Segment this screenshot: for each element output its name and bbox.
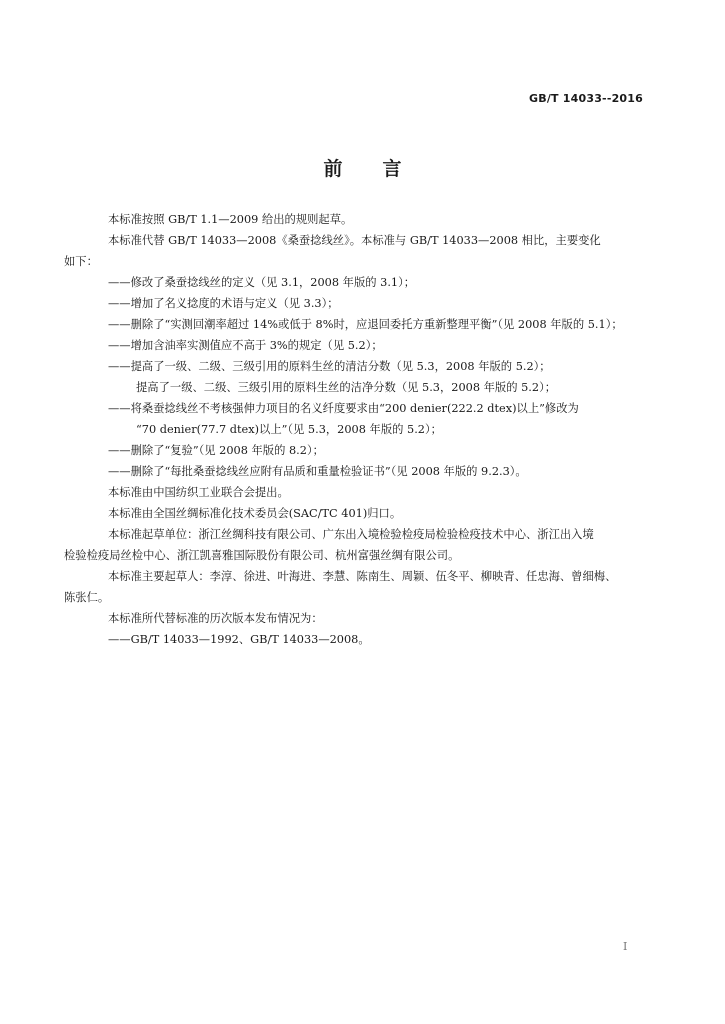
list-item: ——提高了一级、二级、三级引用的原料生丝的清洁分数（见 5.3，2008 年版的 5.2）； — [108, 360, 551, 373]
list-item: ——GB/T 14033—1992、GB/T 14033—2008。 — [108, 633, 370, 646]
paragraph: 本标准按照 GB/T 1.1—2009 给出的规则起草。 — [108, 213, 353, 226]
list-item: ——增加了名义捻度的术语与定义（见 3.3）； — [108, 297, 339, 310]
title-char-1: 前 — [323, 158, 343, 180]
list-item-continuation: “70 denier(77.7 dtex)以上”（见 5.3，2008 年版的 5.2）； — [136, 423, 442, 436]
list-item: ——修改了桑蚕捻线丝的定义（见 3.1，2008 年版的 3.1）； — [108, 276, 416, 289]
list-item: ——删除了“复验”（见 2008 年版的 8.2）； — [108, 444, 324, 457]
page-number: I — [623, 940, 628, 953]
paragraph: 本标准主要起草人：李淳、徐进、叶海进、李慧、陈南生、周颖、伍冬平、柳映青、任忠海、曾细梅、 — [108, 570, 617, 583]
list-item: ——增加含油率实测值应不高于 3%的规定（见 5.2）； — [108, 339, 383, 352]
standard-code: GB/T 14033--2016 — [529, 92, 643, 105]
paragraph: 检验检疫局丝检中心、浙江凯喜雅国际股份有限公司、杭州富强丝绸有限公司。 — [64, 549, 460, 562]
paragraph: 本标准起草单位：浙江丝绸科技有限公司、广东出入境检验检疫局检验检疫技术中心、浙江出入境 — [108, 528, 594, 541]
list-item: ——将桑蚕捻线丝不考核强伸力项目的名义纤度要求由“200 denier(222.2 dtex)以上”修改为 — [108, 402, 579, 415]
paragraph: 本标准由全国丝绸标准化技术委员会(SAC/TC 401)归口。 — [108, 507, 402, 520]
paragraph: 本标准由中国纺织工业联合会提出。 — [108, 486, 289, 499]
paragraph: 如下： — [64, 255, 98, 268]
title-char-2: 言 — [382, 158, 402, 180]
list-item: ——删除了“实测回潮率超过 14%或低于 8%时，应退回委托方重新整理平衡”（见 2008 年版的 5.1）； — [108, 318, 623, 331]
paragraph: 陈张仁。 — [64, 591, 110, 604]
list-item: 提高了一级、二级、三级引用的原料生丝的洁净分数（见 5.3，2008 年版的 5.2）； — [136, 381, 557, 394]
page-title — [0, 154, 725, 181]
paragraph: 本标准代替 GB/T 14033—2008《桑蚕捻线丝》。本标准与 GB/T 14033—2008 相比，主要变化 — [108, 234, 601, 247]
foreword-body — [64, 209, 646, 650]
paragraph: 本标准所代替标准的历次版本发布情况为： — [108, 612, 323, 625]
list-item: ——删除了“每批桑蚕捻线丝应附有品质和重量检验证书”（见 2008 年版的 9.2.3）。 — [108, 465, 527, 478]
